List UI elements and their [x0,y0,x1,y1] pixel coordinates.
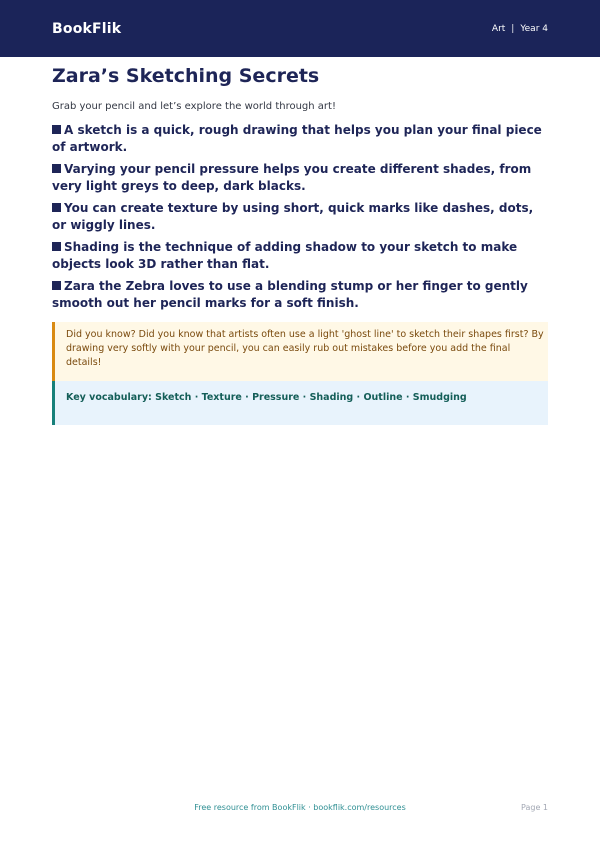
key-points-list [52,122,548,312]
did-you-know-callout [52,322,548,381]
list-item [52,122,548,156]
point-text: A sketch is a quick, rough drawing that helps you plan your final piece of artwork. [52,123,542,154]
square-bullet-icon [52,281,61,290]
brand-logo[interactable]: BookFlik [52,20,122,37]
list-item [52,200,548,234]
point-text: You can create texture by using short, quick marks like dashes, dots, or wiggly lines. [52,201,534,232]
square-bullet-icon [52,125,61,134]
point-text: Zara the Zebra loves to use a blending stump or her finger to gently smooth out her pencil marks for a soft finish. [52,279,528,310]
tip-text: Did you know? Did you know that artists often use a light 'ghost line' to sketch their shapes first? By drawing very softly with your pencil, you can easily rub out mistakes before you add the final details! [66,329,544,368]
page-number: Page 1 [521,803,548,812]
square-bullet-icon [52,242,61,251]
page-header [0,0,600,57]
page-footer [0,802,600,814]
point-text: Varying your pencil pressure helps you create different shades, from very light greys to deep, dark blacks. [52,162,532,193]
year-label: Year 4 [520,23,548,34]
footer-link[interactable]: Free resource from BookFlik · bookflik.com/resources [194,803,406,812]
vocab-text: Key vocabulary: Sketch · Texture · Pressure · Shading · Outline · Smudging [66,392,467,403]
key-vocabulary-callout [52,381,548,425]
subject-meta [492,24,548,34]
list-item [52,161,548,195]
intro-text: Grab your pencil and let’s explore the world through art! [52,101,336,112]
page-title: Zara’s Sketching Secrets [52,65,320,87]
square-bullet-icon [52,203,61,212]
subject-label: Art [491,23,506,34]
meta-separator: | [511,23,515,34]
worksheet-content [52,64,548,425]
list-item [52,278,548,312]
list-item [52,239,548,273]
point-text: Shading is the technique of adding shadow to your sketch to make objects look 3D rather than flat. [52,240,518,271]
square-bullet-icon [52,164,61,173]
